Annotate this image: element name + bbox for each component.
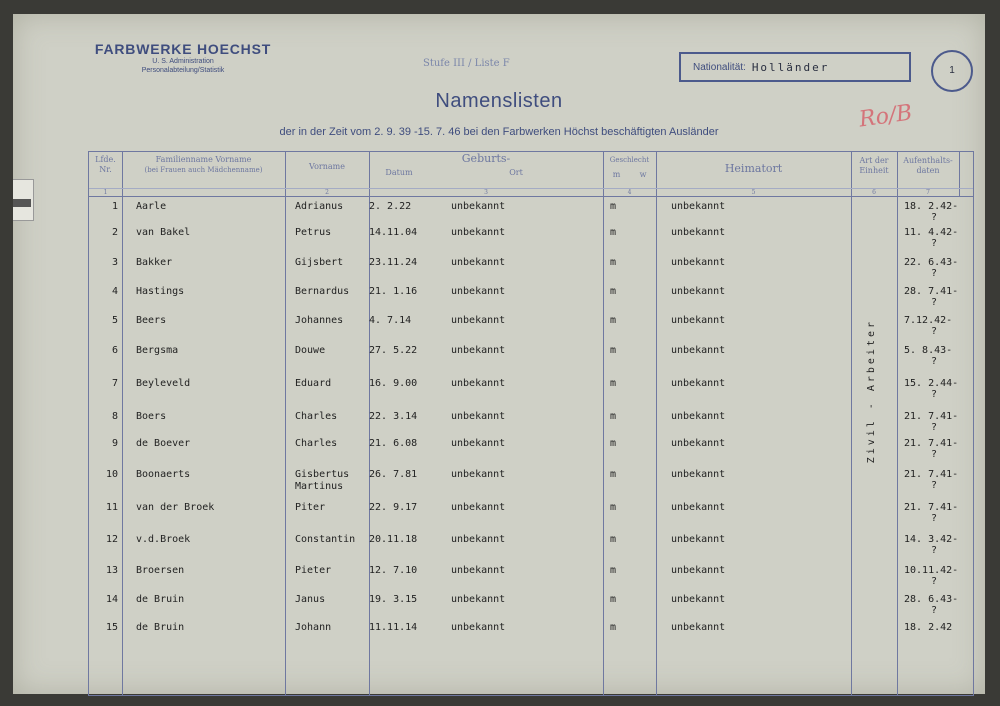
cell-auf1: 18. 2.42-: [904, 201, 959, 212]
col-header-art: Art der Einheit: [859, 156, 889, 175]
cell-name: Boonaerts: [136, 469, 191, 480]
cell-name: Boers: [136, 411, 167, 422]
page-subtitle: der in der Zeit vom 2. 9. 39 -15. 7. 46 bei den Farbwerken Höchst beschäftigten Ausländer: [279, 126, 719, 138]
cell-vorname: Douwe: [295, 345, 326, 356]
cell-name: de Boever: [136, 438, 191, 449]
col-number: 3: [484, 189, 488, 196]
cell-ort: unbekannt: [451, 502, 506, 513]
cell-ort: unbekannt: [451, 227, 506, 238]
cell-datum: 21. 6.08: [369, 438, 418, 449]
cell-vorname: Petrus: [295, 227, 332, 238]
cell-nr: 15: [105, 622, 118, 633]
col-header-m: m: [612, 170, 621, 179]
cell-auf1: 5. 8.43-: [904, 345, 953, 356]
cell-datum: 16. 9.00: [369, 378, 418, 389]
company-header: [88, 41, 278, 75]
cell-datum: 27. 5.22: [369, 345, 418, 356]
cell-auf1: 21. 7.41-: [904, 438, 959, 449]
cell-auf1: 7.12.42-: [904, 315, 953, 326]
cell-name: van Bakel: [136, 227, 191, 238]
cell-name: Beyleveld: [136, 378, 191, 389]
cell-name: van der Broek: [136, 502, 215, 513]
page-number: 1: [931, 50, 973, 92]
col-header-familienname-sub: (bei Frauen auch Mädchenname): [144, 166, 263, 174]
cell-datum: 4. 7.14: [369, 315, 412, 326]
cell-vorname: Constantin: [295, 534, 356, 545]
cell-auf2: ?: [931, 605, 938, 616]
cell-ort: unbekannt: [451, 378, 506, 389]
cell-datum: 22. 3.14: [369, 411, 418, 422]
cell-nr: 6: [111, 345, 118, 356]
col-header-aufenthalt: Aufenthalts-daten: [903, 156, 953, 175]
cell-nr: 8: [111, 411, 118, 422]
cell-nr: 11: [105, 502, 118, 513]
cell-heimat: unbekannt: [671, 502, 726, 513]
cell-nr: 5: [111, 315, 118, 326]
cell-name: de Bruin: [136, 594, 185, 605]
cell-vorname2: Martinus: [295, 481, 344, 492]
cell-auf2: ?: [931, 297, 938, 308]
nationality-label: Nationalität:: [693, 61, 746, 73]
cell-auf1: 10.11.42-: [904, 565, 959, 576]
cell-datum: 20.11.18: [369, 534, 418, 545]
cell-heimat: unbekannt: [671, 438, 726, 449]
col-header-ort: Ort: [509, 168, 523, 177]
col-divider: [959, 152, 960, 196]
cell-vorname: Charles: [295, 411, 338, 422]
cell-vorname: Piter: [295, 502, 326, 513]
cell-auf1: 21. 7.41-: [904, 411, 959, 422]
cell-auf2: ?: [931, 545, 938, 556]
cell-heimat: unbekannt: [671, 565, 726, 576]
names-table: [88, 151, 974, 696]
col-divider: [122, 152, 123, 695]
cell-heimat: unbekannt: [671, 257, 726, 268]
col-header-lfd: Lfde. Nr.: [95, 155, 116, 174]
cell-g: m: [610, 565, 617, 576]
cell-vorname: Eduard: [295, 378, 332, 389]
cell-auf2: ?: [931, 212, 938, 223]
cell-auf1: 28. 6.43-: [904, 594, 959, 605]
col-number: 4: [627, 189, 632, 196]
cell-name: Aarle: [136, 201, 167, 212]
cell-datum: 22. 9.17: [369, 502, 418, 513]
cell-ort: unbekannt: [451, 594, 506, 605]
cell-heimat: unbekannt: [671, 411, 726, 422]
cell-vorname: Bernardus: [295, 286, 350, 297]
cell-heimat: unbekannt: [671, 345, 726, 356]
cell-g: m: [610, 286, 617, 297]
document-sheet: [13, 14, 985, 694]
col-header-familienname: Familienname Vorname: [155, 155, 252, 164]
cell-heimat: unbekannt: [671, 534, 726, 545]
page-title: Namenslisten: [435, 90, 563, 112]
cell-name: Bergsma: [136, 345, 179, 356]
cell-auf1: 21. 7.41-: [904, 502, 959, 513]
cell-ort: unbekannt: [451, 257, 506, 268]
cell-auf1: 15. 2.44-: [904, 378, 959, 389]
col-header-vorname: Vorname: [309, 162, 345, 171]
cell-nr: 10: [105, 469, 118, 480]
col-header-w: w: [639, 170, 647, 179]
cell-g: m: [610, 227, 617, 238]
cell-g: m: [610, 534, 617, 545]
cell-heimat: unbekannt: [671, 594, 726, 605]
col-divider: [897, 152, 898, 695]
cell-vorname: Johann: [295, 622, 332, 633]
cell-nr: 1: [111, 201, 118, 212]
cell-nr: 14: [105, 594, 118, 605]
cell-g: m: [610, 345, 617, 356]
cell-datum: 12. 7.10: [369, 565, 418, 576]
cell-datum: 2. 2.22: [369, 201, 412, 212]
cell-vorname: Janus: [295, 594, 326, 605]
cell-auf1: 28. 7.41-: [904, 286, 959, 297]
cell-nr: 2: [111, 227, 118, 238]
cell-vorname: Pieter: [295, 565, 332, 576]
cell-g: m: [610, 469, 617, 480]
binding-mark: [13, 199, 31, 207]
cell-nr: 13: [105, 565, 118, 576]
cell-vorname: Gisbertus: [295, 469, 350, 480]
cell-nr: 4: [111, 286, 118, 297]
cell-auf1: 11. 4.42-: [904, 227, 959, 238]
cell-g: m: [610, 315, 617, 326]
cell-ort: unbekannt: [451, 438, 506, 449]
cell-heimat: unbekannt: [671, 315, 726, 326]
cell-ort: unbekannt: [451, 565, 506, 576]
col-divider: [603, 152, 604, 695]
cell-heimat: unbekannt: [671, 469, 726, 480]
cell-heimat: unbekannt: [671, 622, 726, 633]
cell-heimat: unbekannt: [671, 227, 726, 238]
cell-auf2: ?: [931, 576, 938, 587]
cell-g: m: [610, 622, 617, 633]
handwritten-stamp: Ro/B: [857, 100, 914, 133]
col-divider: [656, 152, 657, 695]
cell-datum: 21. 1.16: [369, 286, 418, 297]
col-number: 7: [926, 189, 930, 196]
col-number: 6: [872, 189, 876, 196]
cell-nr: 3: [111, 257, 118, 268]
cell-auf2: ?: [931, 480, 938, 491]
cell-name: Beers: [136, 315, 167, 326]
col-header-geburts: Geburts-: [461, 152, 511, 165]
cell-g: m: [610, 378, 617, 389]
cell-datum: 14.11.04: [369, 227, 418, 238]
cell-name: Hastings: [136, 286, 185, 297]
cell-ort: unbekannt: [451, 534, 506, 545]
cell-auf2: ?: [931, 238, 938, 249]
cell-g: m: [610, 594, 617, 605]
col-divider: [851, 152, 852, 695]
cell-vorname: Gijsbert: [295, 257, 344, 268]
cell-auf1: 18. 2.42: [904, 622, 953, 633]
cell-g: m: [610, 438, 617, 449]
cell-heimat: unbekannt: [671, 201, 726, 212]
nationality-value: Holländer: [751, 60, 830, 74]
cell-ort: unbekannt: [451, 469, 506, 480]
col-number: 5: [751, 189, 756, 196]
nationality-box: [679, 52, 911, 82]
cell-auf1: 14. 3.42-: [904, 534, 959, 545]
art-vertical-label: Zivil - Arbeiter: [866, 319, 877, 464]
cell-name: de Bruin: [136, 622, 185, 633]
cell-auf2: ?: [931, 389, 938, 400]
cell-ort: unbekannt: [451, 622, 506, 633]
cell-datum: 26. 7.81: [369, 469, 418, 480]
company-name: FARBWERKE HOECHST: [94, 41, 272, 57]
col-header-heimatort: Heimatort: [724, 162, 783, 175]
company-sub2: Personalabteilung/Statistik: [141, 67, 225, 74]
col-divider: [285, 152, 286, 695]
stufe-label: Stufe III / Liste F: [423, 58, 510, 69]
cell-name: Bakker: [136, 257, 173, 268]
company-sub1: U. S. Administration: [152, 58, 214, 65]
cell-g: m: [610, 257, 617, 268]
cell-nr: 9: [111, 438, 118, 449]
cell-auf2: ?: [931, 326, 938, 337]
cell-vorname: Johannes: [295, 315, 344, 326]
cell-name: Broersen: [136, 565, 185, 576]
cell-ort: unbekannt: [451, 411, 506, 422]
cell-auf2: ?: [931, 513, 938, 524]
cell-heimat: unbekannt: [671, 378, 726, 389]
cell-vorname: Adrianus: [295, 201, 344, 212]
cell-ort: unbekannt: [451, 201, 506, 212]
cell-auf2: ?: [931, 422, 938, 433]
cell-nr: 7: [111, 378, 118, 389]
col-header-geschlecht: Geschlecht: [609, 156, 650, 164]
cell-name: v.d.Broek: [136, 534, 191, 545]
cell-ort: unbekannt: [451, 315, 506, 326]
cell-vorname: Charles: [295, 438, 338, 449]
col-header-datum: Datum: [385, 168, 413, 177]
cell-g: m: [610, 201, 617, 212]
cell-g: m: [610, 411, 617, 422]
cell-nr: 12: [105, 534, 118, 545]
col-number: 1: [103, 189, 108, 196]
cell-auf2: ?: [931, 356, 938, 367]
cell-auf1: 22. 6.43-: [904, 257, 959, 268]
cell-ort: unbekannt: [451, 345, 506, 356]
cell-datum: 19. 3.15: [369, 594, 418, 605]
col-number: 2: [325, 189, 329, 196]
cell-g: m: [610, 502, 617, 513]
cell-auf2: ?: [931, 449, 938, 460]
cell-datum: 23.11.24: [369, 257, 418, 268]
cell-heimat: unbekannt: [671, 286, 726, 297]
cell-auf1: 21. 7.41-: [904, 469, 959, 480]
cell-datum: 11.11.14: [369, 622, 418, 633]
cell-ort: unbekannt: [451, 286, 506, 297]
cell-auf2: ?: [931, 268, 938, 279]
